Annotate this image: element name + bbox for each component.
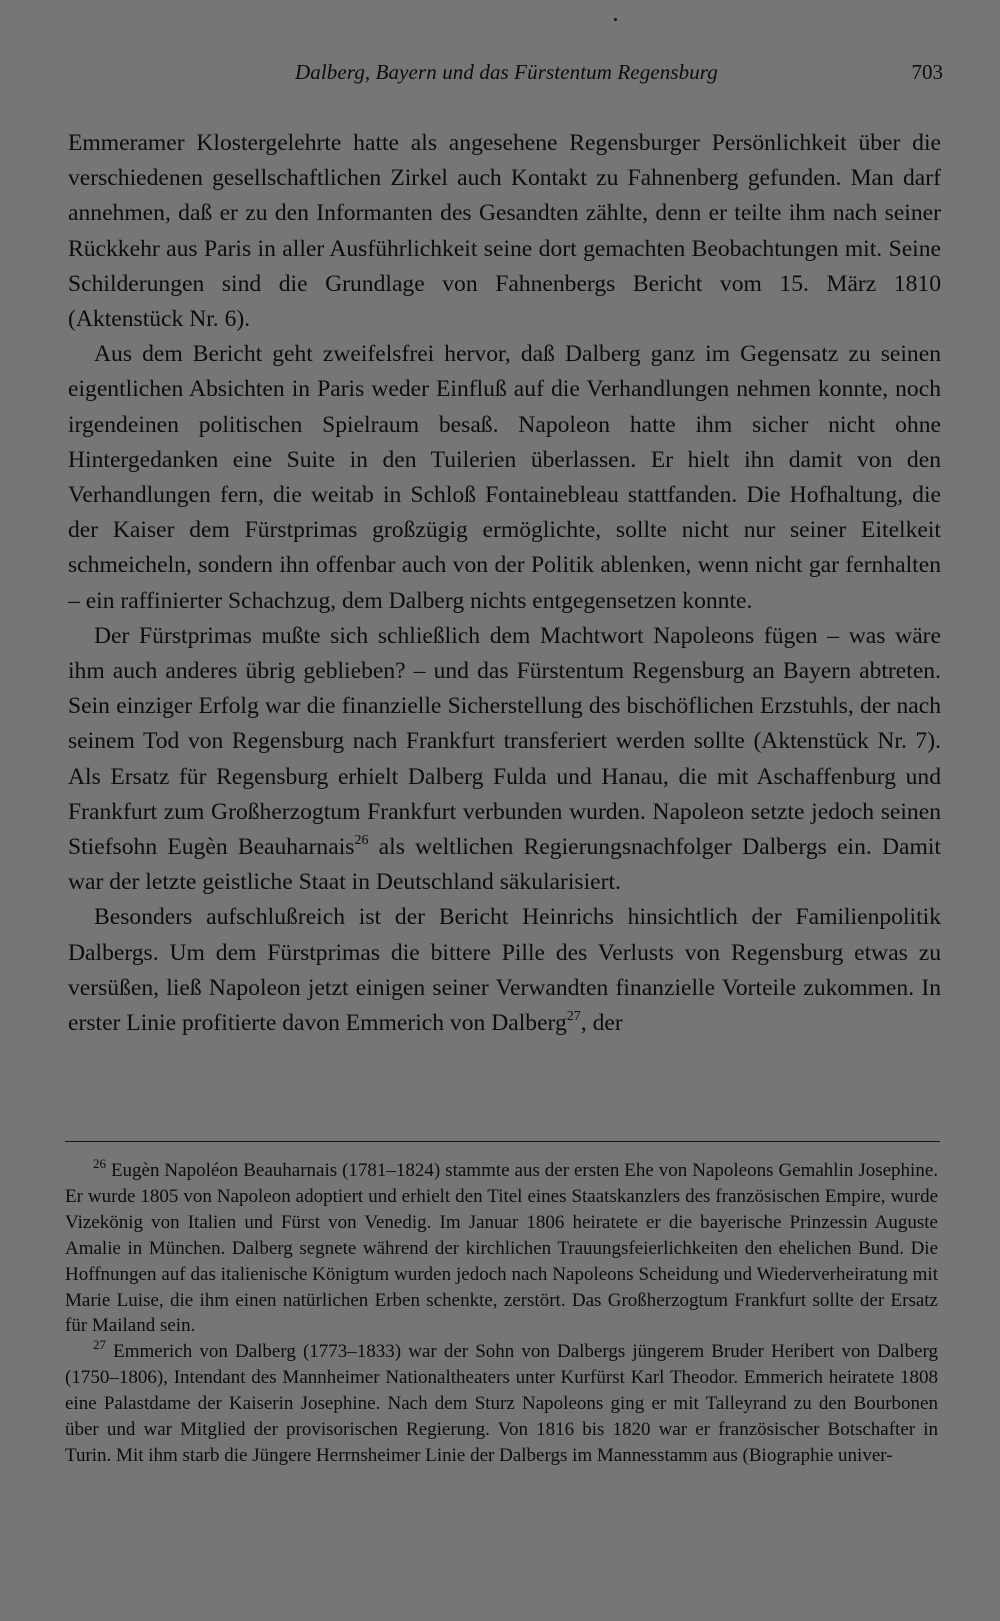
- paragraph-3-text: Der Fürstprimas mußte sich schließlich dem Machtwort Napoleons fügen – was wäre ihm auch anderes übrig geblieben? – und das Fürstentum Regensburg an Bayern abtreten. Sein einziger Erfolg war die finanzielle Sicherstellung des bischöflichen Erzstuhls, der nach seinem Tod von Regensburg nach Frankfurt transferiert werden sollte (Aktenstück Nr. 7). Als Ersatz für Regensburg erhielt Dalberg Fulda und Hanau, die mit Aschaffenburg und Frankfurt zum Großherzogtum Frankfurt verbunden wurden. Napoleon setzte jedoch seinen Stiefsohn Eugèn Beauharnais: [68, 622, 941, 861]
- footnote-divider: [65, 1141, 940, 1142]
- paragraph-3: [68, 619, 941, 901]
- running-title: Dalberg, Bayern und das Fürstentum Regensburg: [295, 60, 718, 84]
- paragraph-4: [68, 900, 941, 1041]
- footnote-26: [65, 1155, 938, 1339]
- page-number: 703: [911, 60, 943, 84]
- footnote-26-text: Eugèn Napoléon Beauharnais (1781–1824) stammte aus der ersten Ehe von Napoleons Gemahlin Josephine. Er wurde 1805 von Napoleon adoptiert und erhielt den Titel eines Staatskanzlers des französischen Empire, wurde Vizekönig von Italien und Fürst von Venedig. Im Januar 1806 heiratete er die bayerische Prinzessin Auguste Amalie in München. Dalberg segnete während der kirchlichen Trauungsfeierlichkeiten den ehelichen Bund. Die Hoffnungen auf das italienische Königtum wurden jedoch nach Napoleons Scheidung und Wiederverheiratung mit Marie Luise, die ihm einen natürlichen Erben schenkte, zerstört. Das Großherzogtum Frankfurt sollte der Ersatz für Mailand sein.: [65, 1160, 938, 1337]
- running-head: [0, 56, 1000, 92]
- paragraph-3-rest: als weltlichen Regierungsnachfolger Dalbergs ein. Damit war der letzte geistliche Staat in Deutschland säkularisiert.: [68, 834, 941, 896]
- paragraph-4-rest: , der: [580, 1010, 623, 1037]
- paragraph-4-text: Besonders aufschlußreich ist der Bericht Heinrichs hinsichtlich der Familienpolitik Dalbergs. Um dem Fürstprimas die bittere Pille des Verlusts von Regensburg etwas zu versüßen, ließ Napoleon jetzt einigen seiner Verwandten finanzielle Vorteile zukommen. In erster Linie profitierte davon Emmerich von Dalberg: [68, 904, 941, 1037]
- paragraph-1: Emmeramer Klostergelehrte hatte als angesehene Regensburger Persönlichkeit über die verschiedenen gesellschaftlichen Zirkel auch Kontakt zu Fahnenberg gefunden. Man darf annehmen, daß er zu den Informanten des Gesandten zählte, denn er teilte ihm nach seiner Rückkehr aus Paris in aller Ausführlichkeit seine dort gemachten Beobachtungen mit. Seine Schilderungen sind die Grundlage von Fahnenbergs Bericht vom 15. März 1810 (Aktenstück Nr. 6).: [68, 130, 941, 333]
- footnote-27-text: Emmerich von Dalberg (1773–1833) war der Sohn von Dalbergs jüngerem Bruder Heribert von Dalberg (1750–1806), Intendant des Mannheimer Nationaltheaters unter Kurfürst Karl Theodor. Emmerich heiratete 1808 eine Palastdame der Kaiserin Josephine. Nach dem Sturz Napoleons ging er mit Talleyrand zu den Bourbonen über und war Mitglied der provisorischen Regierung. Von 1816 bis 1820 war er französischer Botschafter in Turin. Mit ihm starb die Jüngere Herrnsheimer Linie der Dalbergs im Mannesstamm aus (Biographie univer-: [65, 1341, 938, 1466]
- paragraph-2: Aus dem Bericht geht zweifelsfrei hervor, daß Dalberg ganz im Gegensatz zu seinen eigentlichen Absichten in Paris weder Einfluß auf die Verhandlungen nehmen konnte, noch irgendeinen politischen Spielraum besaß. Napoleon hatte ihm sicher nicht ohne Hintergedanken eine Suite in den Tuilerien überlassen. Er hielt ihn damit von den Verhandlungen fern, die weitab in Schloß Fontainebleau stattfanden. Die Hofhaltung, die der Kaiser dem Fürstprimas großzügig ermöglichte, sollte nicht nur seiner Eitelkeit schmeicheln, sondern ihn offenbar auch von der Politik ablenken, wenn nicht gar fernhalten – ein raffinierter Schachzug, dem Dalberg nichts entgegensetzen konnte.: [68, 341, 941, 614]
- print-speck: [614, 18, 617, 21]
- footnote-number-26: 26: [93, 1155, 106, 1171]
- footnote-number-27: 27: [93, 1337, 106, 1353]
- footnotes: [65, 1155, 938, 1469]
- footnote-ref-26: 26: [354, 833, 369, 849]
- main-text: [68, 126, 941, 1041]
- footnote-27: [65, 1339, 938, 1469]
- footnote-ref-27: 27: [566, 1009, 581, 1025]
